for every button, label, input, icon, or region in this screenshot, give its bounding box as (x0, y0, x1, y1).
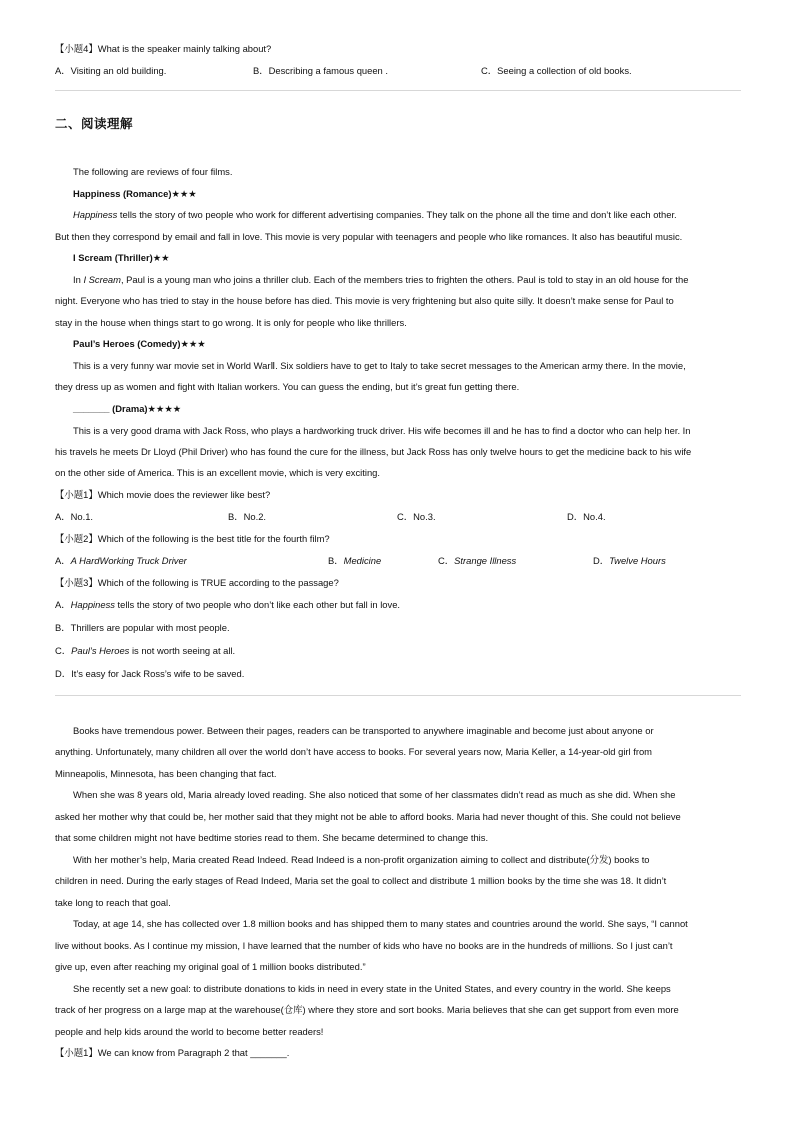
passage2-line: that some children might not have bedtime stories read to them. She became determined to change this. (55, 832, 489, 843)
review-drama-line1: This is a very good drama with Jack Ross, who plays a hardworking truck driver. His wife becomes ill and he has to find a doctor who can help her. In (73, 425, 691, 436)
text: tells the story of two people who don’t like each other but fall in love. (114, 599, 401, 610)
review-i-scream-line1 (73, 274, 741, 286)
p1-q2-option-b[interactable] (328, 555, 381, 567)
passage2-line: children in need. During the early stages of Read Indeed, Maria set the goal to collect and distribute 1 million books by the time she was 18. It didn’t (55, 875, 667, 886)
divider (55, 90, 741, 91)
passage2-line: Books have tremendous power. Between their pages, readers can be transported to anywhere imaginable and become just about anyone or (73, 725, 654, 736)
q4-option-a[interactable]: A．Visiting an old building. (55, 65, 167, 76)
p1-q1-option-c[interactable]: C．No.3. (397, 511, 436, 522)
p1-q1-stem: 【小题1】Which movie does the reviewer like best? (55, 489, 271, 500)
section-title: 二、阅读理解 (55, 116, 134, 131)
review-drama-line2: his travels he meets Dr Lloyd (Phil Driver) who has found the cure for the illness, but Jack Ross has only twelve hours to get the medicine back to his wife (55, 446, 692, 457)
passage2-line: Today, at age 14, she has collected over 1.8 million books and has shipped them to many states and countries around the world. She says, “I cannot (73, 918, 688, 929)
option-title: A HardWorking Truck Driver (70, 555, 187, 566)
option-letter: A． (55, 555, 71, 566)
review-heading-i-scream: I Scream (Thriller)★★ (73, 252, 170, 263)
p1-q2-option-c[interactable] (438, 555, 516, 567)
p1-q2-option-a[interactable] (55, 555, 187, 567)
passage2-line: people and help kids around the world to become better readers! (55, 1026, 324, 1037)
p1-q1-option-a[interactable]: A．No.1. (55, 511, 94, 522)
passage1-intro: The following are reviews of four films. (73, 166, 233, 177)
film-title: Happiness (73, 209, 118, 220)
text: , Paul is a young man who joins a thriller club. Each of the members tries to frighten the others. Paul is told to stay in an old house for the (120, 274, 689, 285)
p2-q1-stem: 【小题1】We can know from Paragraph 2 that _______. (55, 1047, 290, 1058)
passage2-line: live without books. As I continue my mission, I have learned that the number of kids who have no books are in the hundreds of millions. So I just can’t (55, 940, 673, 951)
passage2-line: take long to reach that goal. (55, 897, 171, 908)
p1-q3-option-d[interactable]: D．It’s easy for Jack Ross’s wife to be saved. (55, 668, 245, 679)
film-title: Happiness (70, 599, 115, 610)
review-drama-line3: on the other side of America. This is an excellent movie, which is very exciting. (55, 467, 380, 478)
review-pauls-heroes-line2: they dress up as women and fight with Italian workers. You can guess the ending, but it’s great fun getting there. (55, 381, 520, 392)
passage2-line: give up, even after reaching my original goal of 1 million books distributed.” (55, 961, 366, 972)
text: In (73, 274, 84, 285)
divider (55, 695, 741, 696)
review-happiness-line2: But then they correspond by email and fall in love. This movie is very popular with teenagers and people who like romances. It also has beautiful music. (55, 231, 683, 242)
passage2-line: asked her mother why that could be, her mother said that they might not be able to afford books. Maria had never thought of this. She could not believe (55, 811, 681, 822)
review-i-scream-line3: stay in the house when things start to go wrong. It is only for people who like thrillers. (55, 317, 407, 328)
text: is not worth seeing at all. (129, 645, 236, 656)
option-letter: C． (438, 555, 455, 566)
p1-q3-option-b[interactable]: B．Thrillers are popular with most people. (55, 622, 230, 633)
option-title: Twelve Hours (609, 555, 666, 566)
passage2-line: With her mother’s help, Maria created Read Indeed. Read Indeed is a non-profit organization aiming to collect and distribute(分发) books to (73, 854, 650, 865)
review-happiness-line1 (73, 209, 741, 221)
passage2-line: When she was 8 years old, Maria already loved reading. She also noticed that some of her classmates didn’t read as much as she did. When she (73, 789, 676, 800)
option-title: Medicine (343, 555, 382, 566)
option-title: Strange Illness (454, 555, 517, 566)
passage2-line: track of her progress on a large map at the warehouse(仓库) where they store and sort books. Maria believes that she can get support from even more (55, 1004, 679, 1015)
film-title: Paul’s Heroes (71, 645, 130, 656)
option-letter: C． (55, 645, 72, 656)
q4-option-b[interactable]: B．Describing a famous queen . (253, 65, 388, 76)
review-heading-happiness: Happiness (Romance)★★★ (73, 188, 197, 199)
p1-q3-stem: 【小题3】Which of the following is TRUE according to the passage? (55, 577, 339, 588)
text: tells the story of two people who work for different advertising companies. They talk on the phone all the time and don’t like each other. (117, 209, 677, 220)
p1-q3-option-c[interactable] (55, 645, 741, 657)
review-heading-pauls-heroes: Paul’s Heroes (Comedy)★★★ (73, 338, 206, 349)
review-heading-drama: _______ (Drama)★★★★ (73, 403, 182, 414)
p1-q2-option-d[interactable] (593, 555, 666, 567)
review-pauls-heroes-line1: This is a very funny war movie set in World WarⅡ. Six soldiers have to get to Italy to take secret messages to the American army there. In the movie, (73, 360, 686, 371)
option-letter: B． (328, 555, 344, 566)
film-title: I Scream (83, 274, 121, 285)
p1-q1-option-d[interactable]: D．No.4. (567, 511, 606, 522)
p1-q2-stem: 【小题2】Which of the following is the best title for the fourth film? (55, 533, 330, 544)
option-letter: A． (55, 599, 71, 610)
passage2-line: anything. Unfortunately, many children all over the world don’t have access to books. For several years now, Maria Keller, a 14-year-old girl from (55, 746, 652, 757)
p1-q1-option-b[interactable]: B．No.2. (228, 511, 267, 522)
q4-option-c[interactable]: C．Seeing a collection of old books. (481, 65, 632, 76)
passage2-line: She recently set a new goal: to distribute donations to kids in need in every state in the United States, and every country in the world. She keeps (73, 983, 671, 994)
passage2-line: Minneapolis, Minnesota, has been changing that fact. (55, 768, 277, 779)
p1-q3-option-a[interactable] (55, 599, 741, 611)
review-i-scream-line2: night. Everyone who has tried to stay in the house before has died. This movie is very frightening but also quite silly. It doesn’t make sense for Paul to (55, 295, 674, 306)
option-letter: D． (593, 555, 610, 566)
q4-stem: 【小题4】What is the speaker mainly talking about? (55, 43, 272, 54)
